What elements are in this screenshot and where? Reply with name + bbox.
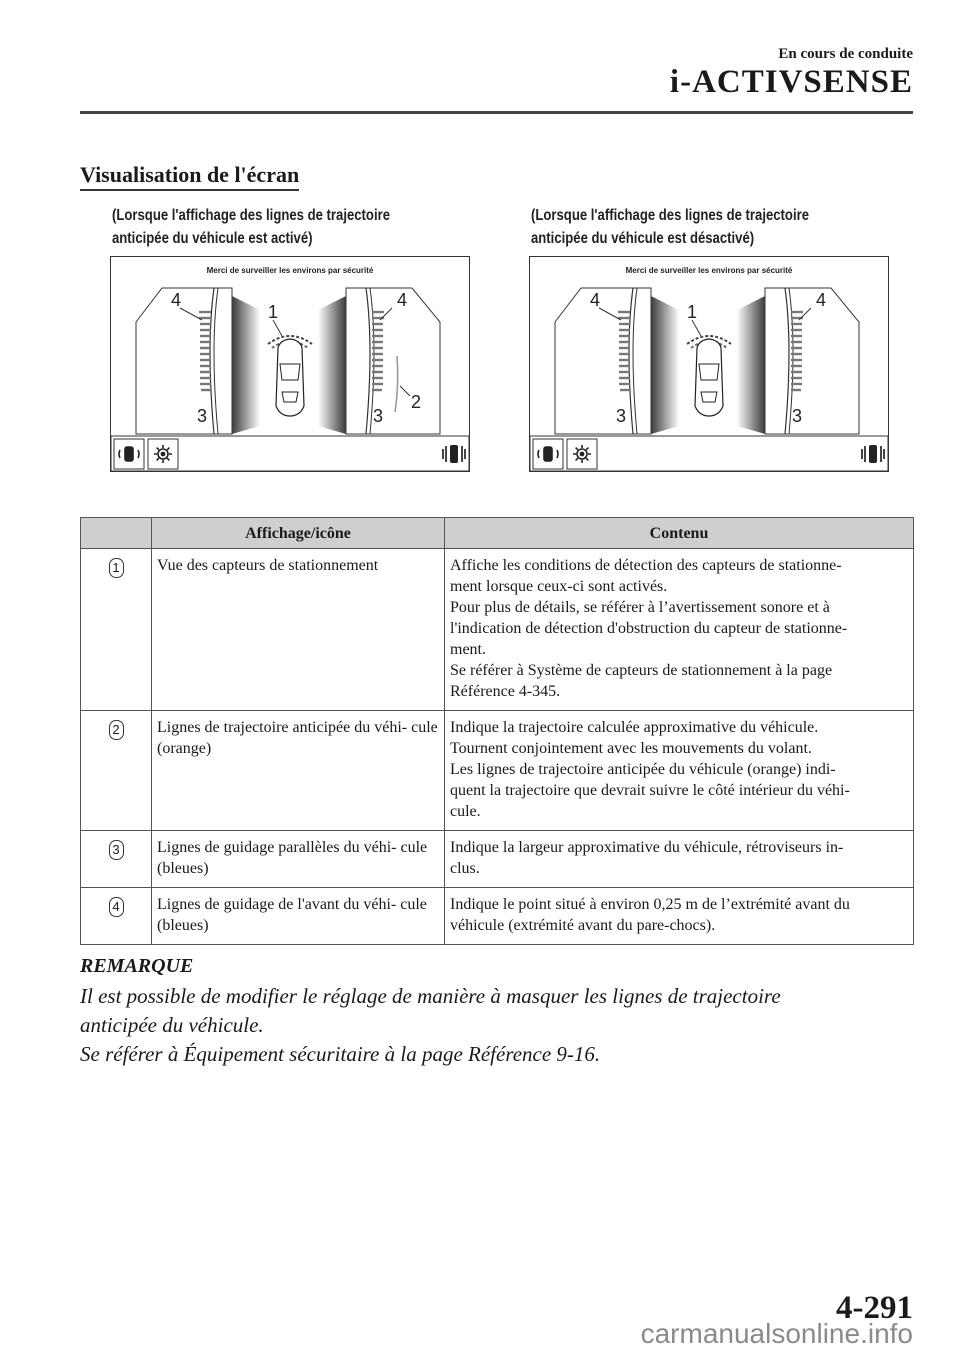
note-body (80, 982, 920, 1069)
callout-3: 3 (372, 406, 384, 426)
row-number-badge: 3 (109, 840, 124, 860)
row-content (445, 711, 914, 831)
figure-caption-inactive-line1: (Lorsque l'affichage des lignes de trajectoire (531, 207, 809, 224)
row-item: Lignes de guidage parallèles du véhi- cule (bleues) (152, 831, 445, 888)
row-content-line: clus. (450, 860, 480, 877)
row-content-line: quent la trajectoire que devrait suivre le côté intérieur du véhi- (450, 782, 850, 799)
figure-caption-inactive (531, 204, 809, 250)
row-content-line: Pour plus de détails, se référer à l’avertissement sonore et à (450, 599, 830, 616)
table-row (81, 549, 914, 711)
page-number: 4-291 (836, 1290, 913, 1326)
table-row (81, 711, 914, 831)
row-content-line: ment lorsque ceux-ci sont activés. (450, 578, 668, 595)
callout-3: 3 (791, 406, 803, 426)
callout-3: 3 (615, 406, 627, 426)
row-content-line: cule. (450, 803, 481, 820)
parking-sensor-icon (443, 445, 465, 463)
watermark: carmanualsonline.info (640, 1318, 913, 1349)
row-content-line: Tournent conjointement avec les mouvements du volant. (450, 740, 812, 757)
callout-3: 3 (196, 406, 208, 426)
row-item: Lignes de guidage de l'avant du véhi- cule (bleues) (152, 888, 445, 945)
note-heading: REMARQUE (80, 955, 194, 977)
row-number-badge: 1 (109, 558, 124, 578)
callout-1: 1 (686, 302, 698, 322)
row-content (445, 549, 914, 711)
figure-caption-active (112, 204, 390, 250)
figure-caption-inactive-line2: anticipée du véhicule est désactivé) (531, 230, 755, 247)
callout-4: 4 (396, 290, 408, 310)
row-content-line: Indique la largeur approximative du véhicule, rétroviseurs in- (450, 839, 844, 856)
table-row (81, 831, 914, 888)
row-number-badge: 2 (109, 720, 124, 740)
table-row (81, 888, 914, 945)
note-line: Se référer à Équipement sécuritaire à la page Référence 9-16. (80, 1042, 601, 1066)
row-item: Vue des capteurs de stationnement (152, 549, 445, 711)
note-line: anticipée du véhicule. (80, 1013, 264, 1037)
row-content-line: Les lignes de trajectoire anticipée du véhicule (orange) indi- (450, 761, 836, 778)
row-content-line: Indique le point situé à environ 0,25 m de l’extrémité avant du (450, 896, 850, 913)
figure-caption-active-line2: anticipée du véhicule est activé) (112, 230, 313, 247)
row-content-line: véhicule (extrémité avant du pare-chocs). (450, 917, 716, 934)
table-header-item: Affichage/icône (152, 518, 445, 549)
table-header-row (81, 518, 914, 549)
running-header-chapter: i-ACTIVSENSE (669, 64, 913, 100)
row-content (445, 831, 914, 888)
callout-4: 4 (589, 290, 601, 310)
note-line: Il est possible de modifier le réglage de manière à masquer les lignes de trajectoire (80, 984, 781, 1008)
header-divider (80, 111, 913, 114)
row-content-line: Référence 4-345. (450, 683, 561, 700)
display-items-table (80, 517, 914, 945)
row-number-badge: 4 (109, 897, 124, 917)
row-content-line: l'indication de détection d'obstruction du capteur de stationne- (450, 620, 848, 637)
row-item: Lignes de trajectoire anticipée du véhi- cule (orange) (152, 711, 445, 831)
section-title: Visualisation de l'écran (80, 162, 299, 191)
row-content-line: Indique la trajectoire calculée approximative du véhicule. (450, 719, 819, 736)
table-header-num (81, 518, 152, 549)
row-content (445, 888, 914, 945)
figure-caption-active-line1: (Lorsque l'affichage des lignes de trajectoire (112, 207, 390, 224)
row-content-line: Se référer à Système de capteurs de stationnement à la page (450, 662, 833, 679)
callout-4: 4 (815, 290, 827, 310)
callout-1: 1 (267, 302, 279, 322)
running-header-section: En cours de conduite (778, 46, 913, 62)
screen-message: Merci de surveiller les environs par sécurité (625, 266, 793, 275)
screen-illustration-inactive (529, 256, 889, 472)
parking-sensor-icon (862, 445, 884, 463)
callout-4: 4 (170, 290, 182, 310)
screen-illustration-active (110, 256, 470, 472)
callout-2: 2 (410, 392, 422, 412)
table-header-content: Contenu (445, 518, 914, 549)
screen-message: Merci de surveiller les environs par sécurité (206, 266, 374, 275)
row-content-line: Affiche les conditions de détection des capteurs de stationne- (450, 557, 842, 574)
row-content-line: ment. (450, 641, 486, 658)
